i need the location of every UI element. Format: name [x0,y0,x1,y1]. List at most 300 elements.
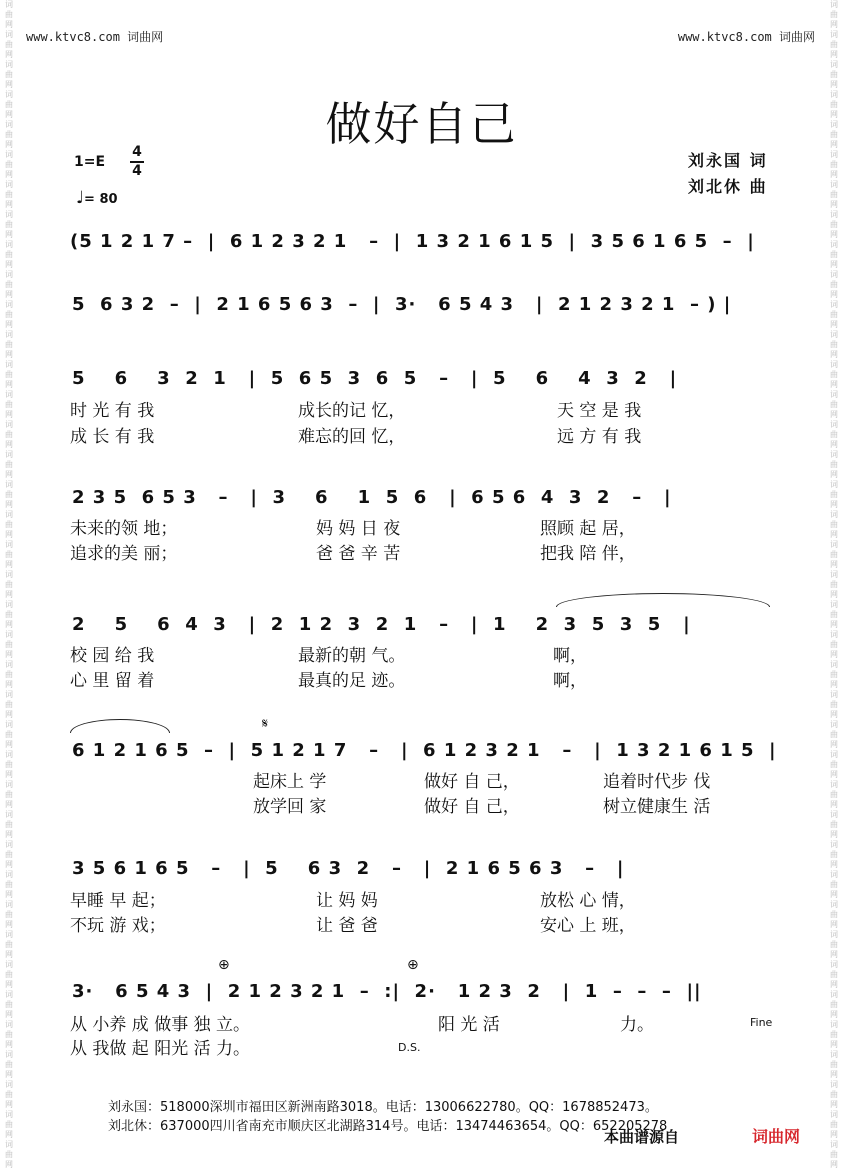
watermark-glyph: 词 [5,810,13,819]
watermark-glyph: 词 [830,720,838,729]
watermark-glyph: 词 [5,510,13,519]
watermark-glyph: 词 [830,300,838,309]
watermark-glyph: 词 [830,60,838,69]
watermark-glyph: 词 [5,360,13,369]
coda-icon: ⊕ [218,957,230,973]
watermark-glyph: 网 [5,980,13,989]
lyric-segment: 早睡 早 起； [70,891,166,911]
watermark-glyph: 网 [5,950,13,959]
lyric-segment: 啊， [553,671,587,691]
watermark-glyph: 词 [5,990,13,999]
watermark-glyph: 曲 [830,280,838,289]
watermark-glyph: 曲 [5,1120,13,1129]
watermark-glyph: 曲 [5,310,13,319]
watermark-glyph: 词 [5,870,13,879]
time-signature-top: 4 [132,144,142,160]
watermark-glyph: 曲 [830,1000,838,1009]
watermark-glyph: 曲 [830,40,838,49]
lyric-segment: 远 方 有 我 [557,427,642,447]
watermark-glyph: 曲 [5,610,13,619]
quarter-note-icon: ♩ [76,188,85,208]
watermark-glyph: 网 [5,860,13,869]
watermark-glyph: 曲 [830,790,838,799]
watermark-glyph: 网 [830,620,838,629]
watermark-glyph: 网 [830,380,838,389]
footer-contact-composer: 刘北休：637000四川省南充市顺庆区北湖路314号。电话：13474463654。QQ：652205278 [108,1119,668,1134]
watermark-glyph: 网 [830,290,838,299]
watermark-glyph: 词 [830,450,838,459]
watermark-glyph: 曲 [830,190,838,199]
watermark-glyph: 网 [5,80,13,89]
lyric-segment: 爸 爸 辛 苦 [316,544,401,564]
watermark-glyph: 曲 [5,1000,13,1009]
lyric-segment: 照顾 起 居， [540,519,636,539]
watermark-glyph: 词 [830,330,838,339]
lyric-segment: 放松 心 情， [540,891,636,911]
watermark-glyph: 网 [830,200,838,209]
watermark-glyph: 词 [5,900,13,909]
watermark-glyph: 曲 [5,1150,13,1159]
watermark-glyph: 词 [5,30,13,39]
lyric-row-8 [0,792,843,816]
watermark-glyph: 词 [5,1140,13,1149]
watermark-glyph: 曲 [5,250,13,259]
lyric-segment: 最新的朝 气。 [298,646,406,666]
lyric-segment: 时 光 有 我 [70,401,155,421]
watermark-glyph: 网 [830,410,838,419]
watermark-glyph: 词 [830,30,838,39]
watermark-glyph: 网 [830,20,838,29]
watermark-glyph: 网 [5,50,13,59]
watermark-glyph: 曲 [830,880,838,889]
watermark-glyph: 曲 [830,670,838,679]
watermark-glyph: 词 [830,630,838,639]
watermark-glyph: 网 [5,710,13,719]
lyric-row-6 [0,666,843,690]
lyric-segment: 心 里 留 着 [70,671,155,691]
watermark-glyph: 网 [830,350,838,359]
watermark-glyph: 网 [5,110,13,119]
watermark-glyph: 词 [5,630,13,639]
watermark-glyph: 词 [830,780,838,789]
watermark-glyph: 曲 [830,1150,838,1159]
lyric-row-11 [0,1010,843,1034]
watermark-glyph: 曲 [830,550,838,559]
watermark-glyph: 词 [5,750,13,759]
lyric-segment: 天 空 是 我 [557,401,642,421]
watermark-glyph: 网 [5,20,13,29]
lyric-segment: 从 小养 成 做事 独 立。 [70,1015,251,1035]
watermark-glyph: 网 [830,80,838,89]
lyric-segment: 最真的足 迹。 [298,671,406,691]
watermark-glyph: 词 [5,180,13,189]
composer-credit: 刘北休 曲 [688,177,768,196]
watermark-glyph: 曲 [5,1030,13,1039]
watermark-glyph: 曲 [830,400,838,409]
watermark-glyph: 词 [830,1020,838,1029]
lyric-segment: 起床上 学 [253,772,327,792]
lyric-segment: 未来的领 地； [70,519,178,539]
watermark-glyph: 曲 [830,220,838,229]
watermark-glyph: 曲 [5,160,13,169]
watermark-glyph: 曲 [5,430,13,439]
watermark-glyph: 词 [830,1110,838,1119]
watermark-glyph: 网 [5,530,13,539]
watermark-glyph: 网 [5,260,13,269]
lyric-row-3 [0,514,843,538]
watermark-glyph: 曲 [5,670,13,679]
watermark-glyph: 网 [5,1070,13,1079]
watermark-glyph: 词 [5,570,13,579]
notation-system-1 [0,231,843,271]
watermark-glyph: 曲 [5,790,13,799]
lyric-row-4 [0,539,843,563]
lyric-row-1 [0,396,843,420]
lyric-segment: 啊， [553,646,587,666]
watermark-glyph: 词 [5,240,13,249]
watermark-glyph: 网 [5,830,13,839]
coda-icon: ⊕ [407,957,419,973]
watermark-glyph: 词 [5,1050,13,1059]
watermark-glyph: 网 [5,1040,13,1049]
watermark-glyph: 曲 [5,130,13,139]
watermark-glyph: 词 [5,720,13,729]
watermark-glyph: 词 [830,1080,838,1089]
lyric-segment: 成 长 有 我 [70,427,155,447]
lyric-segment: 校 园 给 我 [70,646,155,666]
watermark-glyph: 曲 [830,490,838,499]
watermark-glyph: 曲 [830,1060,838,1069]
watermark-glyph: 曲 [830,580,838,589]
watermark-glyph: 网 [830,110,838,119]
watermark-glyph: 网 [5,440,13,449]
watermark-glyph: 网 [5,560,13,569]
watermark-glyph: 词 [5,390,13,399]
watermark-glyph: 网 [830,710,838,719]
watermark-glyph: 词 [5,210,13,219]
watermark-glyph: 词 [830,1050,838,1059]
lyric-segment: 安心 上 班， [540,916,636,936]
watermark-glyph: 网 [830,470,838,479]
watermark-glyph: 网 [830,530,838,539]
watermark-glyph: 曲 [830,250,838,259]
watermark-glyph: 网 [5,1130,13,1139]
phrase-slur [70,719,170,733]
watermark-glyph: 词 [830,180,838,189]
watermark-glyph: 网 [830,980,838,989]
lyric-row-7 [0,767,843,791]
lyric-row-10 [0,911,843,935]
watermark-glyph: 词 [5,600,13,609]
watermark-glyph: 网 [830,320,838,329]
watermark-glyph: 曲 [5,100,13,109]
notation-line: 5 6 3 2 – | 2 1 6 5 6 3 – | 3· 6 5 4 3 | 2 1 2 3 2 1 – ) | [72,294,732,315]
watermark-glyph: 网 [5,650,13,659]
watermark-glyph: 网 [830,1070,838,1079]
watermark-glyph: 网 [5,350,13,359]
notation-line: 6 1 2 1 6 5 – | 5 1 2 1 7 – | 6 1 2 3 2 1 – | 1 3 2 1 6 1 5 | [72,740,777,761]
header-site-right[interactable]: www.ktvc8.com 词曲网 [677,30,815,44]
watermark-glyph: 词 [5,270,13,279]
lyric-row-9 [0,886,843,910]
watermark-glyph: 曲 [830,940,838,949]
watermark-glyph: 曲 [830,370,838,379]
watermark-glyph: 曲 [5,280,13,289]
watermark-glyph: 曲 [5,1090,13,1099]
watermark-glyph: 曲 [830,820,838,829]
watermark-glyph: 曲 [830,730,838,739]
watermark-glyph: 网 [5,200,13,209]
watermark-glyph: 词 [830,750,838,759]
watermark-glyph: 曲 [830,160,838,169]
time-signature [130,145,144,179]
watermark-glyph: 曲 [5,1060,13,1069]
watermark-glyph: 网 [830,50,838,59]
watermark-glyph: 词 [830,0,838,9]
watermark-glyph: 词 [5,960,13,969]
watermark-glyph: 曲 [5,940,13,949]
lyric-segment: 阳 光 活 [438,1015,500,1035]
footer-contact-lyricist: 刘永国：518000深圳市福田区新洲南路3018。电话：13006622780。QQ：1678852473。 [108,1100,658,1115]
lyric-row-12 [0,1034,843,1058]
watermark-glyph: 曲 [5,10,13,19]
watermark-glyph: 网 [5,470,13,479]
watermark-glyph: 曲 [5,550,13,559]
notation-line: (5 1 2 1 7 – | 6 1 2 3 2 1 – | 1 3 2 1 6 1 5 | 3 5 6 1 6 5 – | [70,231,755,252]
watermark-glyph: 网 [5,740,13,749]
lyric-segment: 放学回 家 [253,797,327,817]
watermark-glyph: 网 [830,890,838,899]
watermark-glyph: 曲 [830,130,838,139]
watermark-glyph: 网 [5,590,13,599]
watermark-glyph: 词 [5,150,13,159]
watermark-glyph: 词 [5,90,13,99]
watermark-glyph: 网 [830,170,838,179]
footer-source-label: 本曲谱源自 [604,1128,680,1146]
watermark-glyph: 网 [5,230,13,239]
watermark-glyph: 曲 [830,910,838,919]
time-signature-bottom: 4 [132,163,142,179]
watermark-glyph: 网 [5,320,13,329]
watermark-glyph: 网 [830,1160,838,1169]
lyric-segment: 妈 妈 日 夜 [316,519,401,539]
watermark-glyph: 曲 [830,700,838,709]
watermark-glyph: 网 [830,230,838,239]
watermark-glyph: 曲 [5,370,13,379]
watermark-glyph: 词 [830,480,838,489]
watermark-glyph: 网 [830,1100,838,1109]
watermark-glyph: 词 [830,660,838,669]
watermark-glyph: 曲 [830,100,838,109]
watermark-glyph: 词 [830,810,838,819]
watermark-glyph: 词 [830,150,838,159]
watermark-glyph: 网 [830,680,838,689]
watermark-glyph: 词 [830,420,838,429]
watermark-glyph: 曲 [830,610,838,619]
watermark-glyph: 网 [5,380,13,389]
watermark-glyph: 词 [5,300,13,309]
watermark-glyph: 词 [5,330,13,339]
watermark-glyph: 网 [830,830,838,839]
watermark-glyph: 曲 [830,340,838,349]
watermark-glyph: 网 [830,140,838,149]
watermark-glyph: 网 [830,590,838,599]
watermark-glyph: 网 [5,620,13,629]
watermark-glyph: 曲 [830,640,838,649]
watermark-glyph: 曲 [830,850,838,859]
watermark-glyph: 词 [830,870,838,879]
watermark-glyph: 曲 [5,190,13,199]
watermark-glyph: 词 [830,210,838,219]
watermark-glyph: 曲 [5,880,13,889]
watermark-glyph: 曲 [5,340,13,349]
watermark-glyph: 词 [830,840,838,849]
watermark-glyph: 曲 [5,910,13,919]
watermark-glyph: 词 [5,540,13,549]
watermark-glyph: 网 [5,170,13,179]
lyric-segment: 追着时代步 伐 [603,772,711,792]
segno-icon: 𝄋 [262,716,269,732]
watermark-glyph: 词 [5,1080,13,1089]
watermark-glyph: 词 [830,990,838,999]
watermark-glyph: 曲 [830,70,838,79]
watermark-glyph: 曲 [5,580,13,589]
watermark-glyph: 网 [5,770,13,779]
tempo-marking [76,188,118,208]
lyric-row-5 [0,641,843,665]
watermark-glyph: 曲 [830,460,838,469]
watermark-glyph: 网 [830,440,838,449]
watermark-glyph: 网 [830,1040,838,1049]
watermark-glyph: 词 [5,780,13,789]
watermark-glyph: 网 [830,1130,838,1139]
lyric-row-2 [0,422,843,446]
watermark-glyph: 词 [5,690,13,699]
watermark-glyph: 曲 [5,490,13,499]
watermark-glyph: 曲 [5,70,13,79]
notation-system-2 [0,294,843,334]
watermark-glyph: 词 [5,1020,13,1029]
watermark-glyph: 曲 [830,970,838,979]
watermark-glyph: 词 [5,60,13,69]
watermark-glyph: 词 [5,0,13,9]
watermark-glyph: 网 [830,1010,838,1019]
watermark-glyph: 曲 [5,520,13,529]
watermark-glyph: 网 [5,680,13,689]
footer-brand-link[interactable]: 词曲网 [752,1127,801,1146]
header-site-left[interactable]: www.ktvc8.com 词曲网 [26,30,164,44]
watermark-glyph: 网 [830,260,838,269]
watermark-glyph: 网 [5,890,13,899]
notation-line: 5 6 3 2 1 | 5 6 5 3 6 5 – | 5 6 4 3 2 | [72,368,678,389]
watermark-glyph: 网 [5,290,13,299]
watermark-glyph: 曲 [5,460,13,469]
watermark-glyph: 词 [830,600,838,609]
tempo-value: = 80 [84,192,118,207]
lyric-segment: 成长的记 忆， [298,401,406,421]
watermark-glyph: 网 [830,560,838,569]
watermark-glyph: 词 [830,240,838,249]
watermark-glyph: 曲 [830,760,838,769]
notation-line: 2 3 5 6 5 3 – | 3 6 1 5 6 | 6 5 6 4 3 2 – | [72,487,672,508]
watermark-glyph: 词 [830,570,838,579]
watermark-glyph: 词 [5,450,13,459]
fine-marking: Fine [750,1016,773,1029]
watermark-glyph: 词 [830,390,838,399]
watermark-glyph: 曲 [5,220,13,229]
watermark-glyph: 词 [830,900,838,909]
watermark-glyph: 网 [830,500,838,509]
watermark-glyph: 网 [5,1010,13,1019]
watermark-glyph: 网 [830,650,838,659]
watermark-glyph: 词 [830,1140,838,1149]
watermark-glyph: 曲 [830,10,838,19]
phrase-slur [556,593,770,607]
lyric-segment: 难忘的回 忆， [298,427,406,447]
watermark-glyph: 网 [830,740,838,749]
lyric-segment: 做好 自 己， [424,772,520,792]
watermark-glyph: 网 [830,950,838,959]
watermark-glyph: 词 [5,930,13,939]
watermark-glyph: 词 [5,420,13,429]
watermark-glyph: 曲 [5,760,13,769]
watermark-glyph: 网 [5,800,13,809]
watermark-glyph: 网 [5,920,13,929]
watermark-glyph: 词 [830,510,838,519]
watermark-glyph: 曲 [5,700,13,709]
watermark-glyph: 曲 [830,1030,838,1039]
notation-line: 3· 6 5 4 3 | 2 1 2 3 2 1 – :| 2· 1 2 3 2 | 1 – – – || [72,981,702,1002]
watermark-glyph: 词 [830,960,838,969]
watermark-glyph: 网 [5,410,13,419]
notation-line: 3 5 6 1 6 5 – | 5 6 3 2 – | 2 1 6 5 6 3 – | [72,858,625,879]
watermark-glyph: 词 [5,660,13,669]
song-title: 做好自己 [325,97,518,151]
watermark-glyph: 词 [5,840,13,849]
watermark-glyph: 词 [830,270,838,279]
lyric-segment: 追求的美 丽； [70,544,178,564]
watermark-glyph: 词 [5,1110,13,1119]
watermark-glyph: 曲 [830,1090,838,1099]
watermark-glyph: 曲 [5,820,13,829]
lyric-segment: 让 爸 爸 [316,916,378,936]
watermark-glyph: 词 [830,120,838,129]
lyric-segment: 从 我做 起 阳光 活 力。 [70,1039,251,1059]
watermark-glyph: 网 [5,1160,13,1169]
watermark-glyph: 词 [830,540,838,549]
watermark-glyph: 词 [5,120,13,129]
watermark-glyph: 词 [5,480,13,489]
watermark-glyph: 词 [830,690,838,699]
watermark-glyph: 曲 [5,400,13,409]
lyric-segment: 树立健康生 活 [603,797,711,817]
watermark-glyph: 网 [5,500,13,509]
lyric-segment: 不玩 游 戏； [70,916,166,936]
lyric-segment: 做好 自 己， [424,797,520,817]
watermark-glyph: 词 [830,90,838,99]
watermark-glyph: 词 [830,360,838,369]
notation-line: 2 5 6 4 3 | 2 1 2 3 2 1 – | 1 2 3 5 3 5 | [72,614,691,635]
watermark-glyph: 词 [830,930,838,939]
key-signature: 1=E [74,154,106,170]
lyricist-credit: 刘永国 词 [688,151,768,170]
watermark-glyph: 网 [830,920,838,929]
watermark-glyph: 曲 [5,40,13,49]
watermark-glyph: 网 [5,1100,13,1109]
watermark-glyph: 曲 [830,310,838,319]
watermark-glyph: 网 [830,770,838,779]
watermark-glyph: 曲 [5,850,13,859]
